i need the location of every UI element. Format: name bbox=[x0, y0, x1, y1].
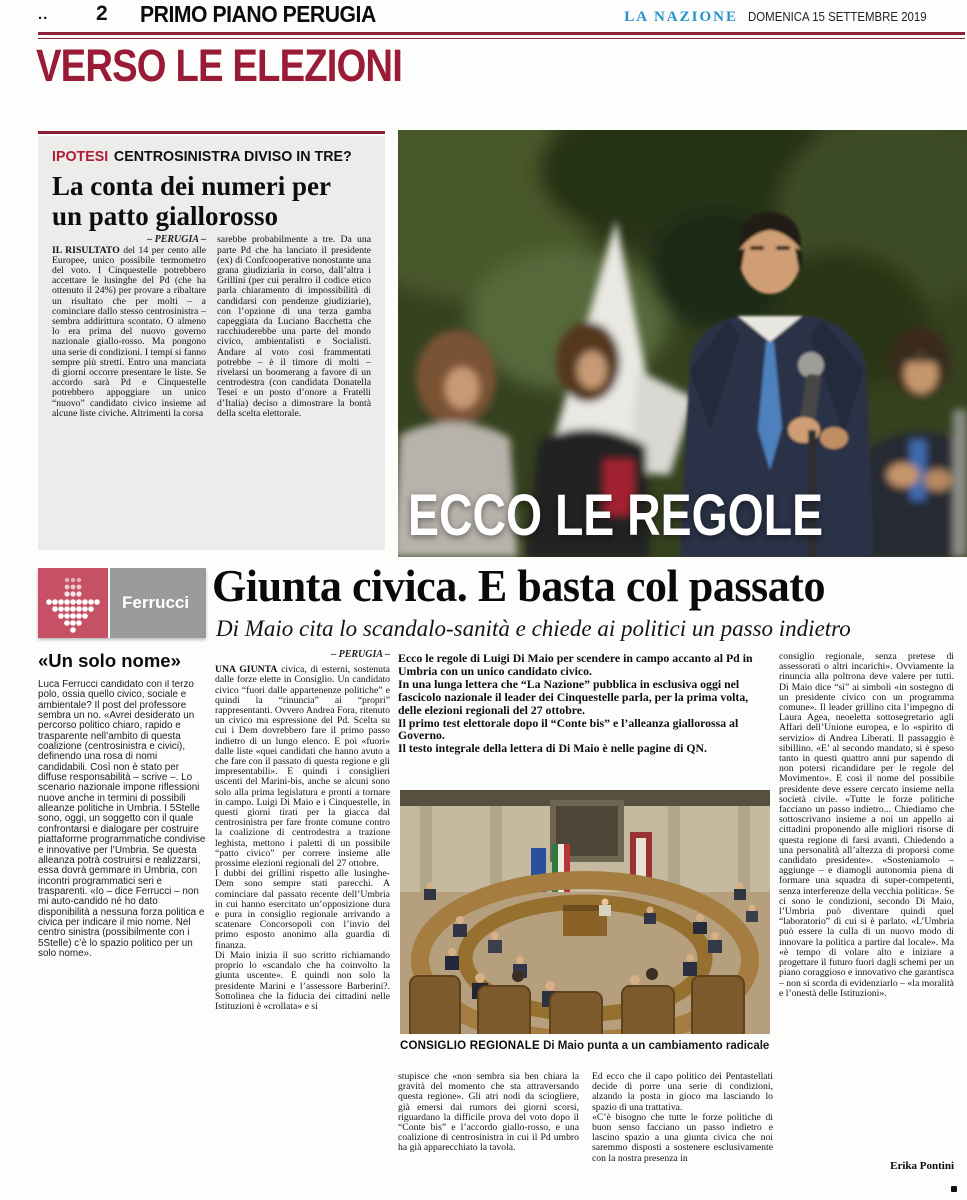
section-title: PRIMO PIANO PERUGIA bbox=[140, 1, 376, 27]
article-kicker bbox=[52, 148, 355, 165]
ferrucci-body: Luca Ferrucci candidato con il terzo polo, ossia quello civico, sociale e ambientale? Il post del professore sembra un no. «Avrei desiderato un percorso politico chiaro, rapido e trasparente nell’ambito di questa coalizione (centrosinistra e civici), definendo una rosa di nomi candidabili. Così non è stato per diffuse responsabilità – scrive –. Lo scenario nazionale impone riflessioni nuove anche in termini di possibili alleanze politiche in Umbria. I 5Stelle sono, oggi, un soggetto con il quale confrontarsi e dialogare per costruire piattaforme programmatiche condivise e innovative per l’Umbria. Se questa alleanza potrà costruirsi e realizzarsi, essa dovrà gemmare in Umbria, con incontri programmatici seri e trasparenti. «Io – dice Ferrucci – non mi auto-candido né ho dato disponibilità a nessuna forza politica e civica per indicare il mio nome. Nel centro sinistra (possibilmente con i 5Stelle) c’è lo spazio politico per un solo nome». bbox=[38, 680, 206, 959]
article-column bbox=[52, 235, 206, 535]
column-text: Di Maio inizia il suo scritto richiamando proprio lo «scandalo che ha coinvolto la giunta uscente». E quindi non solo la presidente Marini e l’assessore Barberini?. Sottolinea che la fiducia dei cittadini nelle Istituzioni è «crollata» e si bbox=[215, 949, 390, 1012]
page-corner-mark bbox=[951, 1186, 957, 1192]
photo-di-maio-rally bbox=[398, 130, 967, 557]
photo-overlay-title: ECCO LE REGOLE bbox=[408, 483, 824, 548]
main-subhead: Di Maio cita lo scandalo-sanità e chiede ai politici un passo indietro bbox=[216, 616, 851, 641]
main-intro bbox=[398, 652, 772, 786]
article-top-rule bbox=[38, 131, 385, 134]
column-text: I dubbi dei grillini rispetto alle lusinghe-Dem sono sempre stati parecchi. A cominciare dal passato recente dell’Umbria in cui hanno esercitato un’opposizione dura e pura in consiglio regionale arrivando a scatenare Concorsopoli con l’invio del primo esposto anonimo alla guardia di finanza. bbox=[215, 868, 390, 951]
column-text: Ed ecco che il capo politico dei Pentastellati decide di porre una serie di condizioni, alzando la posta in gioco ma lasciando lo spazio di una trattativa. bbox=[592, 1072, 773, 1113]
column-text: stupisce che «non sembra sia ben chiara la gravità del momento che sta attraversando questa regione». Gli atri nodi da sciogliere, già emersi dai rumors dei giorni scorsi, riguardano la difficile prova del voto dopo il “Conte bis” e l’accordo giallo-rosso, e una coalizione di centrosinistra in cui il Pd umbro ha già apparecchiato la tavola. bbox=[398, 1072, 579, 1154]
column-text: del 14 per cento alle Europee, unico possibile termometro del voto. I Cinquestelle potrebbero accettare le lusinghe del Pd (che ha ottenuto il 24%) per provare a ribaltare un risultato che per molti – a cominciare dallo stesso centrosinistra – sembra addirittura scontato. O almeno lo era prima del nuovo governo nazionale giallo-rosso. Ma pongono una serie di condizioni. I tempi si fanno sempre più stretti. Entro una manciata di giorni occorre presentare le liste. Se accordo sarà Pd e Cinquestelle potrebbero appoggiare un unico “nuovo” candidato civico insieme ad alcune liste civiche. Altrimenti la corsa bbox=[52, 244, 206, 419]
column-text: consiglio regionale, senza pretese di assessorati o altri incarichi». Ovviamente la rinuncia alla poltrona deve valere per tutti. Di Maio dice “sì” ai simboli «in sostegno di un presidente civico con un programma comune». Il leader grillino cita l’impegno di Laura Agea, neoeletta sottosegretario agli Affari dell’Unione europea, e lo «spirito di servizio» di Andrea Liberati. Il passaggio è sibillino. «E’ al secondo mandato, si è speso tanto in questi quattro anni pur sapendo di non potersi ricandidare per le regole del Movimento». E così il nome del possibile presidente deve essere cercato insieme nella società civile. «Tutte le forze politiche facciano un passo indietro... Chiediamo che sottoscrivano insieme a noi un appello ai cittadini proponendo alle migliori risorse di questa regione di farsi avanti. Chiedendo a una personalità all’altezza di proporsi come candidato presidente». «Sosteniamolo – aggiunge – e diamogli autonomia piena di formare una squadra di super-competenti, senza interferenze della vecchia politica». Se ci sono le condizioni, secondo Di Maio, l’Umbria può diventare quindi quel “laboratorio” di cui si è parlato. «L’Umbria può essere la culla di un nuovo modo di innovare la politica a partire dal locale». Ma «è tempo di volare alto e iniziare a progettare il futuro fuori dagli schemi per un piano coraggioso e innovativo che garantisca – non si scorda di evidenziarlo – «la moralità e l’onestà delle Istituzioni». bbox=[779, 652, 954, 999]
page-dots-marker: .. bbox=[38, 6, 49, 23]
dateline: – PERUGIA – bbox=[331, 650, 390, 660]
main-column-4 bbox=[592, 1072, 773, 1194]
column-text: «C’è bisogno che tutte le forze politiche di buon senso facciano un passo indietro e lascino spazio a una giunta civica che noi saremmo disposti a sostenere esclusivamente con la nostra presenza in bbox=[592, 1111, 773, 1164]
intro-paragraph: Il testo integrale della lettera di Di Maio è nelle pagine di QN. bbox=[398, 741, 707, 756]
photo-regional-council bbox=[400, 790, 770, 1034]
masthead-logo: LA NAZIONE bbox=[624, 9, 738, 25]
ferrucci-logo bbox=[38, 568, 206, 638]
edition-date: DOMENICA 15 SETTEMBRE 2019 bbox=[747, 9, 927, 24]
intro-paragraph: In una lunga lettera che “La Nazione” pubblica in esclusiva oggi nel fascicolo nazionale il leader dei Cinquestelle parla, per la prima volta, delle elezioni regionali del 27 ottobre. bbox=[398, 676, 749, 717]
column-text: civica, di esterni, sostenuta dalle forze elette in Consiglio. Un candidato civico “fuori dalle appartenenze politiche” e quindi la “rinuncia” ai “propri” rappresentanti. Ovvero Andrea Fora, ritenuto un civico ma espressione del Pd. Scelta su cui i Dem dovrebbero fare il primo passo indietro di un lungo elenco. E poi «fuori» dalle liste «quei candidati che hanno avuto a che fare con il passato di questa regione e gli impresentabili». E quindi i consiglieri uscenti del Marini-bis, anche se alcuni sono solo alla prima legislatura e pronti a tornare in campo. Luigi Di Maio e i Cinquestelle, in questi giorni tirati per la giacca dal centrosinistra per fare fronte comune contro la coalizione di centrodestra a trazione leghista, mettono i paletti di un possibile “patto civico” per correre insieme alle prossime elezioni regionali del 27 ottobre. bbox=[215, 664, 390, 870]
header-rule bbox=[38, 32, 965, 39]
lead-words: UNA GIUNTA bbox=[215, 664, 278, 676]
dateline: – PERUGIA – bbox=[147, 235, 206, 246]
ferrucci-logo-label-box bbox=[110, 568, 206, 638]
column-text: sarebbe probabilmente a tre. Da una parte Pd che ha lanciato il presidente (ex) di Confcooperative nonostante una grana giudiziaria in corso, dall’altra i Grillini (per cui peraltro il codice etico parla chiaramento di impossibilità di candidarsi con pendenze giudiziarie), con l’opzione di una terza gamba capeggiata da Luciano Bacchetta che racchiuderebbe una parte del mondo civico, ambientalisti e Socialisti. Andare al voto così frammentati potrebbe – è il timore di molti – rivelarsi un boomerang a favore di un centrodestra (con candidata Donatella Tesei e un posto d’onore a Fratelli d’Italia) deciso a dimostrare la bontà della scelta elettorale. bbox=[217, 235, 371, 419]
lead-words: IL RISULTATO bbox=[52, 244, 120, 256]
main-column-3 bbox=[398, 1072, 579, 1194]
ferrucci-logo-label: Ferrucci bbox=[122, 593, 190, 612]
main-headline: Giunta civica. E basta col passato bbox=[212, 561, 826, 611]
page-number: 2 bbox=[96, 2, 108, 25]
kicker-label: IPOTESI bbox=[52, 148, 109, 165]
main-column-5 bbox=[779, 652, 954, 1157]
byline: Erika Pontini bbox=[890, 1160, 954, 1172]
caption-label: CONSIGLIO REGIONALE bbox=[400, 1040, 540, 1052]
intro-paragraph: Ecco le regole di Luigi Di Maio per scendere in campo accanto al Pd in Umbria con un unico candidato civico. bbox=[398, 652, 753, 678]
article-column bbox=[217, 235, 371, 535]
hypothesis-article bbox=[38, 136, 385, 550]
intro-paragraph: Il primo test elettorale dopo il “Conte bis” e l’alleanza giallorossa al Governo. bbox=[398, 715, 739, 743]
council-photo-illustration bbox=[400, 790, 770, 1034]
header-right bbox=[624, 9, 951, 26]
ferrucci-logo-arrow-icon bbox=[38, 568, 108, 638]
ferrucci-heading: «Un solo nome» bbox=[38, 650, 181, 671]
main-column-1 bbox=[215, 650, 390, 1198]
article-headline: La conta dei numeri per un patto giallorosso bbox=[52, 171, 331, 231]
photo-caption bbox=[400, 1040, 772, 1052]
article-columns bbox=[52, 235, 371, 535]
section-banner: VERSO LE ELEZIONI bbox=[36, 40, 402, 91]
kicker-text: CENTROSINISTRA DIVISO IN TRE? bbox=[113, 148, 352, 165]
caption-text: Di Maio punta a un cambiamento radicale bbox=[539, 1040, 770, 1052]
